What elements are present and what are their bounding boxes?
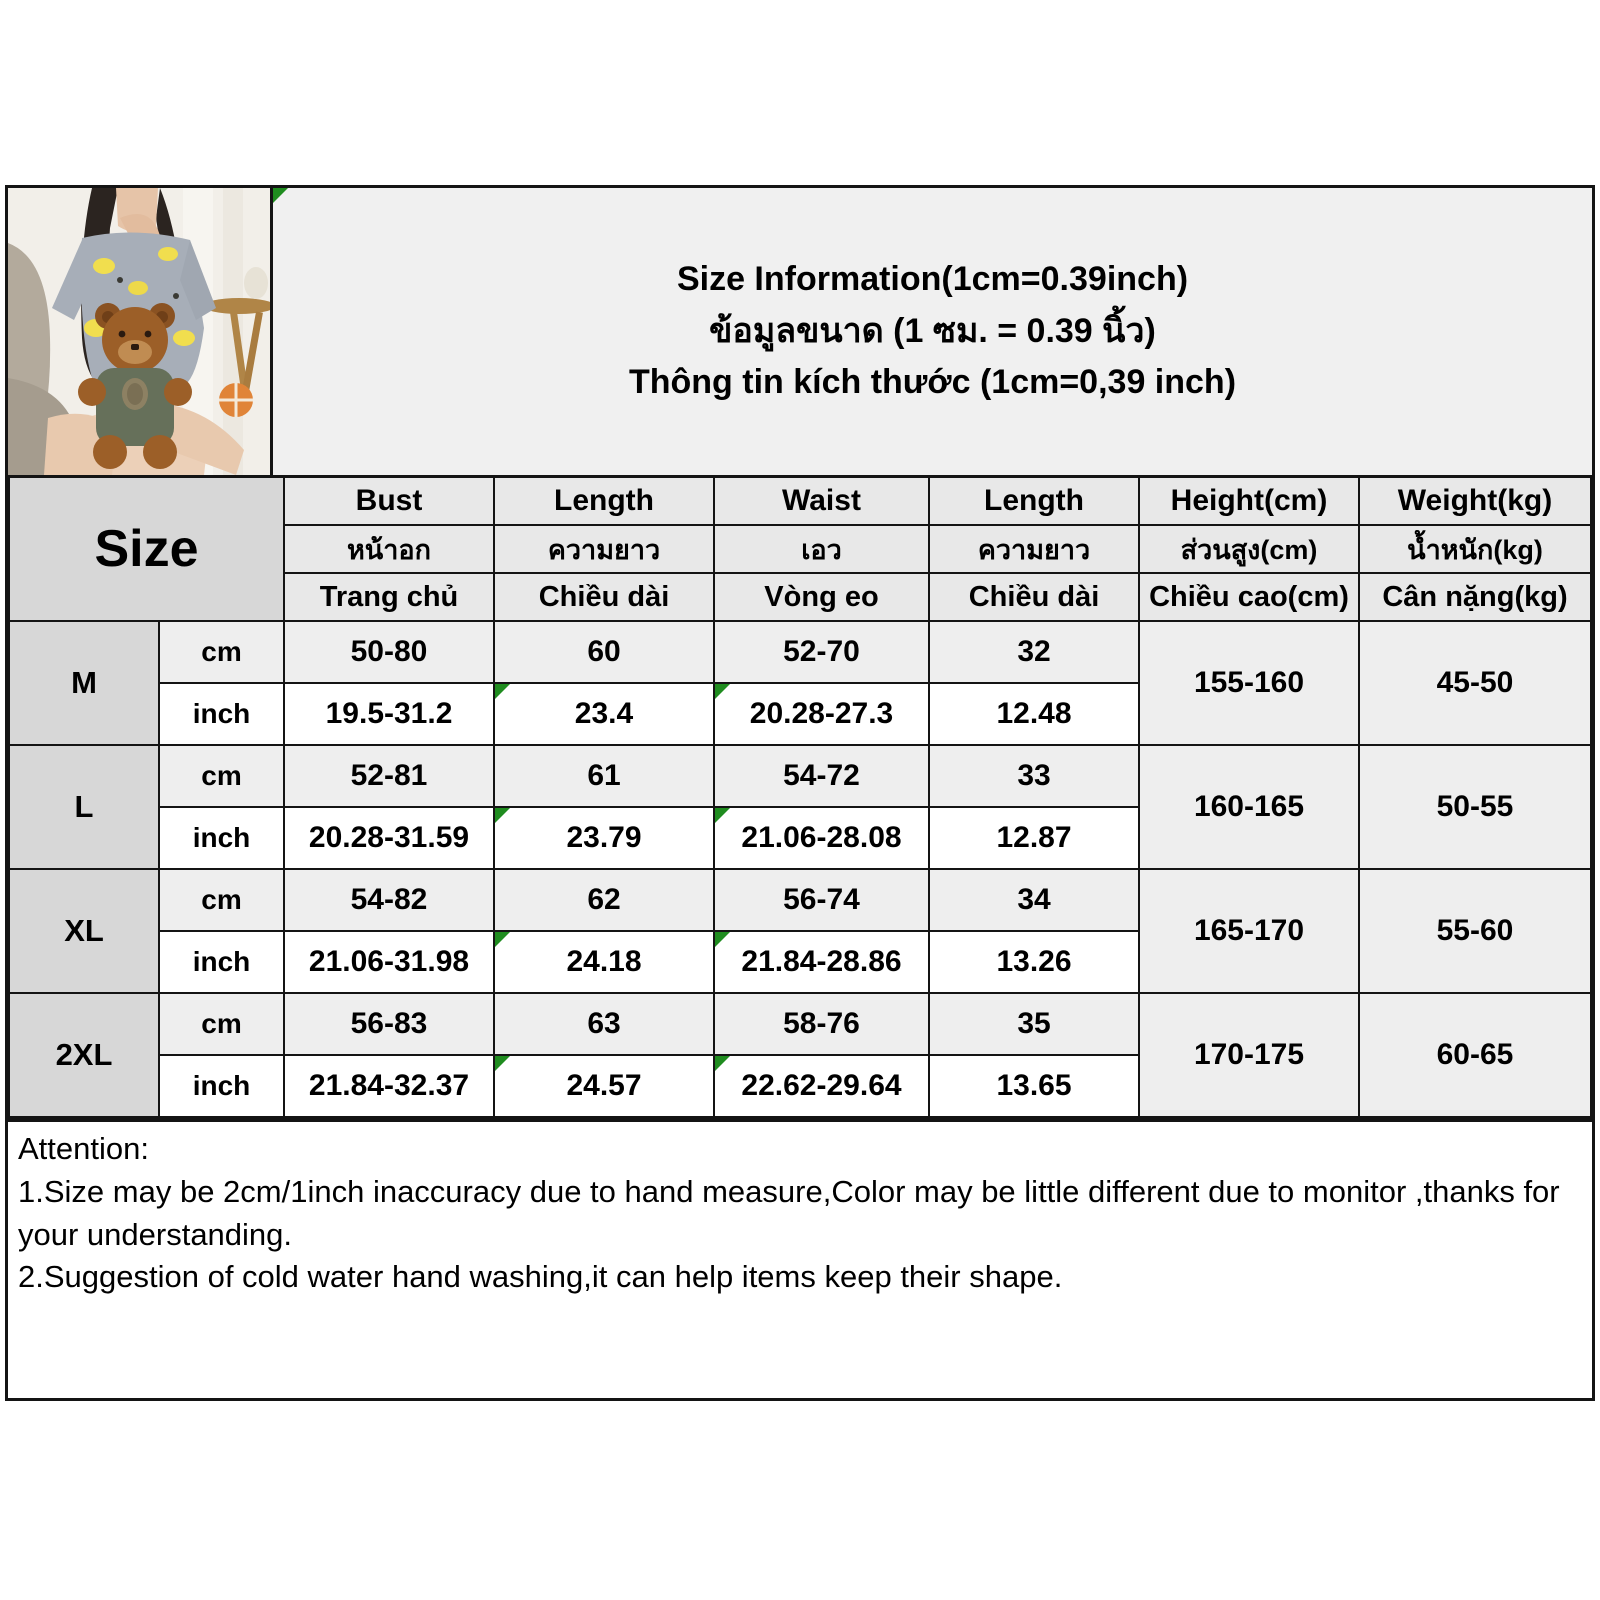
cell-flag-icon [715,1056,730,1071]
unit-cell: cm [159,745,284,807]
header-weight-en: Weight(kg) [1359,477,1591,526]
size-chart-sheet [5,185,1595,1401]
cell-value: 23.79 [566,821,642,854]
unit-cell: cm [159,621,284,683]
data-cell: 34 [929,869,1139,931]
header-weight-vi: Cân nặng(kg) [1359,573,1591,621]
cell-value: 24.18 [566,945,642,978]
height-cell: 160-165 [1139,745,1359,869]
data-cell: 54-72 [714,745,929,807]
size-cell-xl: XL [9,869,159,993]
weight-cell: 55-60 [1359,869,1591,993]
weight-cell: 50-55 [1359,745,1591,869]
title-vietnamese: Thông tin kích thước (1cm=0,39 inch) [628,363,1237,402]
data-cell: 56-74 [714,869,929,931]
data-cell: 60 [494,621,714,683]
weight-cell: 60-65 [1359,993,1591,1117]
height-cell: 170-175 [1139,993,1359,1117]
header-bust-en: Bust [284,477,494,526]
data-cell: 33 [929,745,1139,807]
data-cell: 21.84-32.37 [284,1055,494,1117]
data-cell: 50-80 [284,621,494,683]
cell-flag-icon [495,684,510,699]
data-cell [494,931,714,993]
unit-cell: inch [159,807,284,869]
header-bust-vi: Trang chủ [284,573,494,621]
cell-flag-icon [495,808,510,823]
height-cell: 155-160 [1139,621,1359,745]
data-cell: 56-83 [284,993,494,1055]
data-cell: 63 [494,993,714,1055]
data-cell: 61 [494,745,714,807]
attention-notes [8,1118,1592,1398]
weight-cell: 45-50 [1359,621,1591,745]
cell-flag-icon [715,684,730,699]
data-cell [714,931,929,993]
top-band [8,188,1592,475]
unit-cell: cm [159,993,284,1055]
table-row [9,993,1591,1055]
height-cell: 165-170 [1139,869,1359,993]
data-cell: 13.65 [929,1055,1139,1117]
header-length2-vi: Chiều dài [929,573,1139,621]
data-cell [494,1055,714,1117]
cell-flag-icon [715,932,730,947]
data-cell: 54-82 [284,869,494,931]
data-cell: 52-70 [714,621,929,683]
header-height-th: ส่วนสูง(cm) [1139,525,1359,573]
product-photo-illustration [8,188,270,475]
header-weight-th: น้ำหนัก(kg) [1359,525,1591,573]
table-row [9,869,1591,931]
header-length2-th: ความยาว [929,525,1139,573]
cell-value: 24.57 [566,1069,642,1102]
cell-value: 22.62-29.64 [741,1069,902,1102]
attention-line-1: 1.Size may be 2cm/1inch inaccuracy due to hand measure,Color may be little different due to monitor ,thanks for your understanding. [18,1173,1560,1252]
cell-value: 21.06-28.08 [741,821,902,854]
data-cell: 20.28-31.59 [284,807,494,869]
header-bust-th: หน้าอก [284,525,494,573]
data-cell: 35 [929,993,1139,1055]
attention-line-2: 2.Suggestion of cold water hand washing,it can help items keep their shape. [18,1259,1063,1295]
cell-value: 21.84-28.86 [741,945,902,978]
size-information-header [273,188,1592,475]
data-cell: 13.26 [929,931,1139,993]
attention-title: Attention: [18,1131,149,1166]
data-cell: 32 [929,621,1139,683]
unit-cell: inch [159,683,284,745]
title-english: Size Information(1cm=0.39inch) [676,260,1189,299]
title-thai: ข้อมูลขนาด (1 ซม. = 0.39 นิ้ว) [709,311,1156,350]
header-height-vi: Chiều cao(cm) [1139,573,1359,621]
size-table [8,475,1592,1118]
cell-value: 23.4 [574,697,634,730]
cell-flag-icon [495,1056,510,1071]
table-row [9,621,1591,683]
header-length-th: ความยาว [494,525,714,573]
cell-flag-icon [495,932,510,947]
data-cell [714,807,929,869]
data-cell [494,683,714,745]
table-row [9,745,1591,807]
data-cell: 19.5-31.2 [284,683,494,745]
data-cell [494,807,714,869]
cell-flag-icon [273,188,288,203]
unit-cell: inch [159,1055,284,1117]
size-cell-m: M [9,621,159,745]
cell-value: 20.28-27.3 [749,697,894,730]
data-cell: 52-81 [284,745,494,807]
data-cell [714,683,929,745]
header-waist-th: เอว [714,525,929,573]
unit-cell: inch [159,931,284,993]
data-cell [714,1055,929,1117]
data-cell: 58-76 [714,993,929,1055]
data-cell: 21.06-31.98 [284,931,494,993]
unit-cell: cm [159,869,284,931]
header-height-en: Height(cm) [1139,477,1359,526]
header-waist-en: Waist [714,477,929,526]
data-cell: 62 [494,869,714,931]
cell-flag-icon [715,808,730,823]
header-length-vi: Chiều dài [494,573,714,621]
table-header-row-en [9,477,1591,526]
product-photo [8,188,273,475]
header-length-en: Length [494,477,714,526]
header-length2-en: Length [929,477,1139,526]
header-waist-vi: Vòng eo [714,573,929,621]
data-cell: 12.48 [929,683,1139,745]
size-header-cell: Size [9,477,284,622]
size-cell-l: L [9,745,159,869]
size-cell-2xl: 2XL [9,993,159,1117]
data-cell: 12.87 [929,807,1139,869]
